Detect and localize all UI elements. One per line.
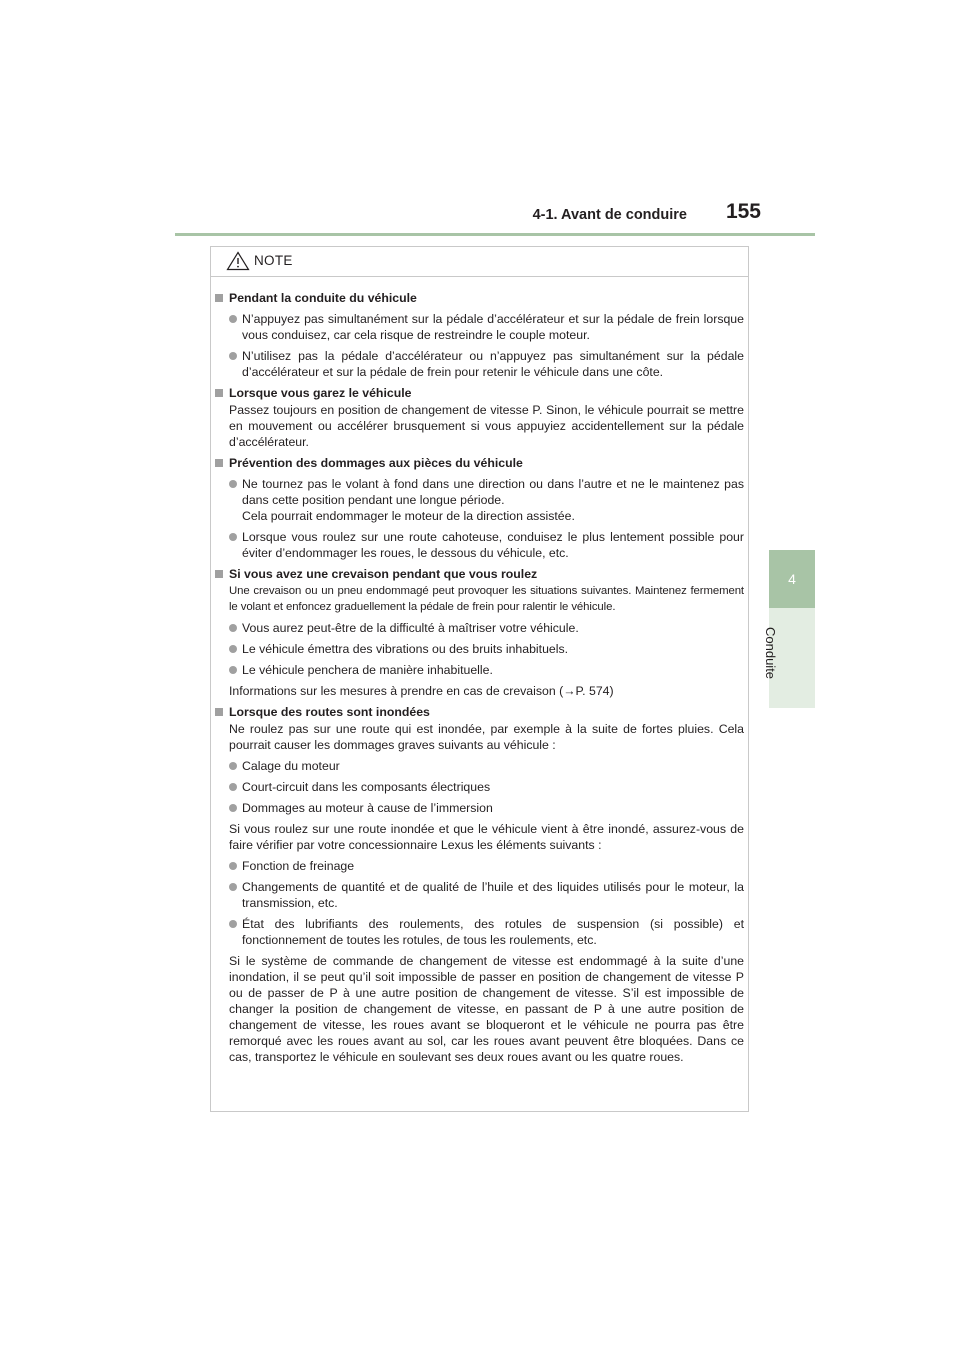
paragraph: Une crevaison ou un pneu endommagé peut provoquer les situations suivantes. Maintenez fermement le volant et enfoncez graduellement la pédale de frein pour ralentir le véhicule. <box>229 585 744 613</box>
list-item: Fonction de freinage <box>229 858 744 874</box>
list-item: Lorsque vous roulez sur une route cahoteuse, conduisez le plus lentement possible pour éviter d’endommager les roues, le dessous du véhicule, etc. <box>229 529 744 561</box>
section-title: 4-1. Avant de conduire <box>532 207 687 223</box>
round-bullet-icon <box>229 762 237 770</box>
paragraph: Si vous roulez sur une route inondée et que le véhicule vient à être inondé, assurez-vous de faire vérifier par votre concessionnaire Lexus les éléments suivants : <box>229 822 744 852</box>
list-item: Le véhicule émettra des vibrations ou des bruits inhabituels. <box>229 641 744 657</box>
round-bullet-icon <box>229 804 237 812</box>
round-bullet-icon <box>229 315 237 323</box>
square-bullet-icon <box>215 294 223 302</box>
chapter-number: 4 <box>788 571 796 587</box>
round-bullet-icon <box>229 352 237 360</box>
note-header <box>211 247 748 277</box>
paragraph: Passez toujours en position de changement de vitesse P. Sinon, le véhicule pourrait se mettre en mouvement ou accélérer brusquement si vous appuyiez accidentellement sur la pédale d’accélérateur. <box>229 403 744 449</box>
section-heading: Lorsque des routes sont inondées <box>229 704 744 720</box>
list-item: N’appuyez pas simultanément sur la pédale d’accélérateur et sur la pédale de frein lorsque vous conduisez, car cela risque de restreindre le couple moteur. <box>229 311 744 343</box>
list-item: État des lubrifiants des roulements, des rotules de suspension (si possible) et fonctionnement de toutes les rotules, de tous les roulements, etc. <box>229 916 744 948</box>
list-item: Calage du moteur <box>229 758 744 774</box>
note-content <box>229 290 744 1065</box>
square-bullet-icon <box>215 389 223 397</box>
warning-triangle-icon <box>226 251 250 271</box>
list-item: Dommages au moteur à cause de l’immersion <box>229 800 744 816</box>
header-divider <box>175 233 815 236</box>
square-bullet-icon <box>215 570 223 578</box>
page-reference: Informations sur les mesures à prendre en cas de crevaison (→P. 574) <box>229 684 614 698</box>
list-item: N’utilisez pas la pédale d’accélérateur ou n’appuyez pas simultanément sur la pédale d’accélérateur et sur la pédale de frein pour retenir le véhicule dans une côte. <box>229 348 744 380</box>
section-heading: Lorsque vous garez le véhicule <box>229 385 744 401</box>
list-item: Ne tournez pas le volant à fond dans une direction ou dans l’autre et ne le maintenez pas dans cette position pendant une longue période. Cela pourrait endommager le moteur de la direction assistée. <box>229 476 744 524</box>
round-bullet-icon <box>229 666 237 674</box>
chapter-label <box>764 627 784 687</box>
paragraph: Si le système de commande de changement de vitesse est endommagé à la suite d’une inondation, il se peut qu’il soit impossible de passer en position de changement de vitesse P ou de passer de P à une autre position de changement de vitesse. S’il est impossible de changer la position de changement de vitesse, en passant de P à une autre position de changement de vitesse, les roues avant se bloqueront et le véhicule ne pourra pas être remorqué avec les roues avant au sol, car les roues avant peuvent être bloquées. Dans ce cas, transportez le véhicule en soulevant ses deux roues avant ou les quatre roues. <box>229 954 744 1064</box>
round-bullet-icon <box>229 624 237 632</box>
list-item: Vous aurez peut-être de la difficulté à maîtriser votre véhicule. <box>229 620 744 636</box>
round-bullet-icon <box>229 533 237 541</box>
chapter-label-text: Conduite <box>763 627 778 680</box>
chapter-tab <box>769 550 815 608</box>
note-label: NOTE <box>254 253 293 268</box>
round-bullet-icon <box>229 645 237 653</box>
paragraph: Ne roulez pas sur une route qui est inondée, par exemple à la suite de fortes pluies. Cela pourrait causer les dommages graves suivants au véhicule : <box>229 722 744 752</box>
round-bullet-icon <box>229 783 237 791</box>
section-heading: Prévention des dommages aux pièces du véhicule <box>229 455 744 471</box>
list-item: Court-circuit dans les composants électriques <box>229 779 744 795</box>
round-bullet-icon <box>229 862 237 870</box>
round-bullet-icon <box>229 920 237 928</box>
round-bullet-icon <box>229 883 237 891</box>
section-heading: Pendant la conduite du véhicule <box>229 290 744 306</box>
list-item: Changements de quantité et de qualité de l’huile et des liquides utilisés pour le moteur, la transmission, etc. <box>229 879 744 911</box>
arrow-right-icon: → <box>563 684 576 698</box>
list-item: Le véhicule penchera de manière inhabituelle. <box>229 662 744 678</box>
square-bullet-icon <box>215 459 223 467</box>
section-heading: Si vous avez une crevaison pendant que vous roulez <box>229 566 744 582</box>
round-bullet-icon <box>229 480 237 488</box>
square-bullet-icon <box>215 708 223 716</box>
page-number: 155 <box>725 200 761 223</box>
